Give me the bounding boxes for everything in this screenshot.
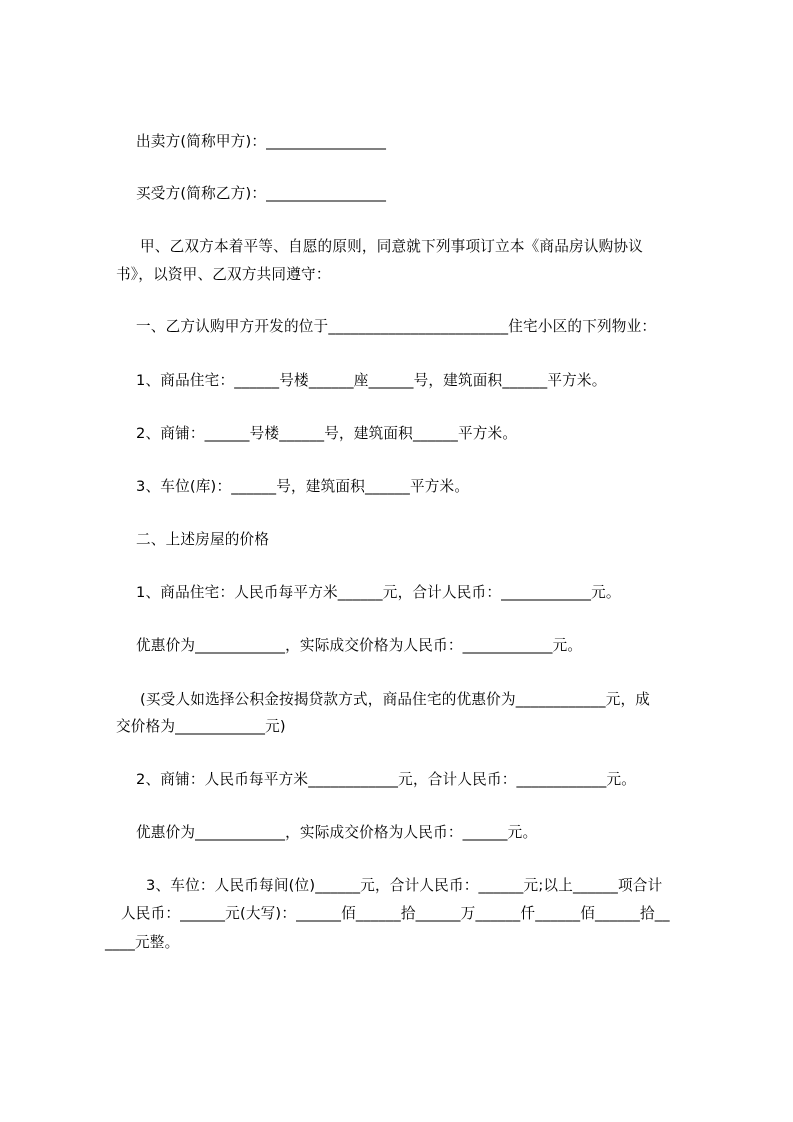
section-2-item-3-line-3: ____元整。 xyxy=(105,934,180,951)
section-2-item-3-line-2: 人民币：______元(大写)：______佰______拾______万______仟______佰______拾__ xyxy=(121,905,670,922)
section-2-item-1: 1、商品住宅：人民币每平方米______元，合计人民币：____________元。 xyxy=(136,584,621,601)
section-2-item-1-discount: 优惠价为____________，实际成交价格为人民币：____________元。 xyxy=(136,637,583,654)
buyer-line: 买受方(简称乙方)：________________ xyxy=(136,185,387,202)
section-1-item-2: 2、商铺：______号楼______号，建筑面积______平方米。 xyxy=(136,425,518,442)
section-2-item-1-note-line-1: (买受人如选择公积金按揭贷款方式，商品住宅的优惠价为____________元，成 xyxy=(140,691,651,708)
section-1-item-3: 3、车位(库)：______号，建筑面积______平方米。 xyxy=(136,478,470,495)
section-2-item-3-line-1: 3、车位：人民币每间(位)______元，合计人民币：______元;以上______项合计 xyxy=(146,877,663,894)
section-2-title: 二、上述房屋的价格 xyxy=(136,531,270,548)
seller-line: 出卖方(简称甲方)：________________ xyxy=(136,133,387,150)
preamble-line-2: 书》，以资甲、乙双方共同遵守： xyxy=(116,266,331,283)
section-2-item-1-note-line-2: 交价格为____________元) xyxy=(116,718,286,735)
section-1-item-1: 1、商品住宅：______号楼______座______号，建筑面积______平方米。 xyxy=(136,372,607,389)
section-2-item-2: 2、商铺：人民币每平方米____________元，合计人民币：____________元。 xyxy=(136,771,637,788)
section-2-item-2-discount: 优惠价为____________，实际成交价格为人民币：______元。 xyxy=(136,824,538,841)
section-1-title: 一、乙方认购甲方开发的位于________________________住宅小区的下列物业： xyxy=(136,318,657,335)
preamble-line-1: 甲、乙双方本着平等、自愿的原则，同意就下列事项订立本《商品房认购协议 xyxy=(140,238,643,255)
